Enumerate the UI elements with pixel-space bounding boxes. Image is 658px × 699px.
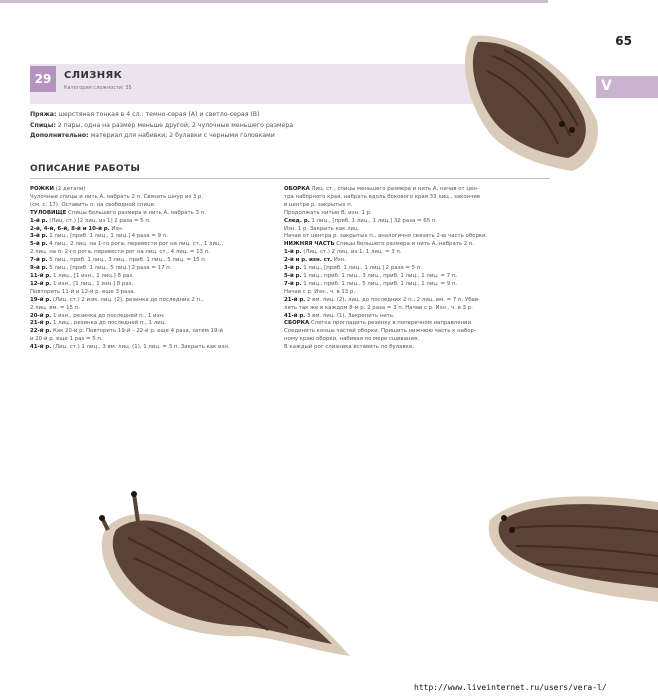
top-rule [0, 0, 548, 3]
instruction-line [30, 281, 275, 289]
instruction-text: 1 лиц., [приб. 1 лиц., 1 лиц.] 32 раза = 65 п. [309, 217, 438, 224]
instruction-keyword: 3-й р. [284, 265, 302, 272]
instructions-column-right [284, 186, 550, 352]
instruction-text: Соединить концы частей оборки. Пришить нижнюю часть к набор- [284, 328, 476, 335]
instruction-text: 1 изн., резинка до последней п., 1 изн. [51, 312, 165, 319]
instruction-line [284, 186, 550, 194]
instruction-text: ному краю оборки, набивая по мере сшивания. [284, 336, 419, 343]
instruction-text: 1 лиц., приб. 1 лиц., 3 лиц., приб. 1 лиц., 1 лиц. = 7 п. [301, 272, 458, 279]
instruction-keyword: РОЖКИ [30, 186, 55, 192]
instruction-line [30, 305, 275, 313]
instruction-line [284, 241, 550, 249]
instruction-line [284, 305, 550, 313]
instruction-line [284, 265, 550, 273]
instruction-text: Как 20-й р. Повторить 19-й – 22-й р. еще 4 раза, затем 19-й [51, 328, 223, 335]
slug-photo-top [452, 26, 602, 176]
instruction-line [284, 273, 550, 281]
instruction-keyword: 7-й р. [30, 257, 48, 264]
instruction-line [284, 194, 550, 202]
instruction-text: 3 вм. лиц. (1). Закрепить нить. [305, 312, 395, 319]
instruction-line [30, 289, 275, 297]
instruction-text: Изн. [332, 257, 346, 264]
instruction-line [30, 265, 275, 273]
instruction-text: 1 изн., [1 лиц., 1 изн.] 8 раз. [51, 280, 134, 287]
slug-photo-bottom-left [88, 488, 358, 664]
instruction-line [284, 297, 550, 305]
instruction-keyword: ТУЛОВИЩЕ [30, 209, 67, 216]
instruction-text: (Лиц. ст.) [2 лиц. из 1] 2 раза = 5 п. [47, 217, 151, 224]
instruction-text: 1 лиц., [1 изн., 1 лиц.] 8 раз. [51, 272, 134, 279]
section-divider [30, 178, 550, 179]
instruction-text: 2 лиц. на п. 2-го рога, перевести рог на лиц. ст., 4 лиц. = 13 п. [30, 249, 210, 256]
instruction-keyword: 5-й р. [30, 241, 48, 248]
instruction-text: в центре р. закрытых п. [284, 201, 353, 208]
instruction-line [30, 186, 275, 194]
instruction-keyword: 3-й р. [30, 233, 48, 240]
instruction-text: лять так же в каждом 8-м р. 2 раза = 3 п. Начав с р. Изн., ч. в 3 р. [284, 304, 473, 311]
instruction-line [284, 226, 550, 234]
instruction-line [284, 336, 550, 344]
instruction-line [30, 336, 275, 344]
section-title: ОПИСАНИЕ РАБОТЫ [30, 164, 141, 174]
instruction-keyword: 21-й р. [30, 320, 52, 327]
instruction-keyword: 5-й р. [284, 272, 302, 279]
instruction-text: (2 детали) [54, 186, 86, 192]
instruction-keyword: 2-й и р. изн. ст. [284, 257, 333, 264]
instruction-line [30, 297, 275, 305]
instruction-text: 5 лиц., [приб. 1 лиц., 5 лиц.] 2 раза = 17 п. [47, 265, 172, 272]
instruction-line [30, 241, 275, 249]
instruction-keyword: НИЖНЯЯ ЧАСТЬ [284, 241, 335, 248]
instruction-keyword: 41-й р. [30, 344, 52, 351]
instruction-keyword: 22-й р. [30, 328, 52, 335]
chapter-tab-letter: V [601, 78, 612, 94]
instruction-line [284, 281, 550, 289]
instruction-text: Продолжать нитью В, изн. 1 р. [284, 209, 372, 216]
instruction-text: и 20-й р. еще 1 раз = 5 п. [30, 336, 103, 343]
instruction-keyword: След. р. [284, 217, 310, 224]
instruction-line [284, 218, 550, 226]
instruction-line [30, 218, 275, 226]
instructions-column-left [30, 186, 275, 352]
pattern-subtitle: Категория сложности: 35 [64, 85, 132, 91]
instruction-line [284, 313, 550, 321]
instruction-keyword: 20-й р. [30, 312, 52, 319]
chapter-tab [596, 76, 658, 98]
instruction-keyword: 41-й р. [284, 312, 306, 319]
instruction-keyword: 9-й р. [30, 265, 48, 272]
instruction-text: Слегка прогладить резинку в поперечном направлении. [309, 320, 473, 327]
instruction-line [30, 257, 275, 265]
instruction-text: В каждый рог слизника вставить по булавке. [284, 344, 414, 351]
instruction-line [284, 328, 550, 336]
instruction-text: Спицы большего размера и нить А, набрать 2 п. [334, 241, 475, 248]
instruction-keyword: 12-й р. [30, 280, 52, 287]
materials-yarn: Пряжа: шерстяная тонкая в 4 сл.: темно-серая (А) и светло-серая (В) [30, 111, 260, 118]
page-number: 65 [615, 34, 632, 48]
instruction-keyword: СБОРКА [284, 320, 310, 327]
instruction-text: 2 вм. лиц. (2), лиц. до последних 2 п., 2 лиц. вм. = 7 п. Убав- [305, 296, 480, 303]
instruction-text: (Лиц. ст.) 2 изм. лиц. (2), резинка до последних 2 п., [51, 296, 204, 303]
slug-photo-bottom-right [476, 484, 658, 602]
instruction-line [30, 226, 275, 234]
instruction-keyword: 7-й р. [284, 280, 302, 287]
instruction-text: Лиц. ст., спицы меньшего размера и нить А, начав от цен- [309, 186, 479, 192]
materials-extra: Дополнительно: материал для набивки; 2 булавки с черными головками [30, 132, 275, 139]
instruction-text: 4 лиц., 2 лиц. на 1-го рога, перевести рог на лиц. ст., 1 лиц., [47, 241, 224, 248]
materials-needles: Спицы: 2 пары, одна на размер меньше другой; 2 чулочные меньшего размера [30, 121, 294, 129]
instruction-keyword: 21-й р. [284, 296, 306, 303]
instruction-keyword: 2-й, 4-й, 6-й, 8-й и 10-й р. [30, 225, 110, 232]
instruction-keyword: 1-й р. [30, 217, 48, 224]
instruction-line [30, 344, 275, 352]
instruction-line [30, 313, 275, 321]
instruction-text: тра наборного края, набрать вдоль бокового края 33 лиц., закончив [284, 193, 481, 200]
instruction-line [284, 344, 550, 352]
instruction-line [30, 202, 275, 210]
instruction-text: 1 лиц., резинка до последней п., 1 лиц. [51, 320, 167, 327]
instruction-line [30, 273, 275, 281]
instruction-text: Изн. 1 р. Закрыть как лиц. [284, 225, 360, 232]
instruction-line [30, 194, 275, 202]
instruction-line [284, 320, 550, 328]
instruction-text: Чулочные спицы и нить А, набрать 2 п. Связать шнур из 3 р. [30, 193, 204, 200]
instruction-line [284, 249, 550, 257]
instruction-text: 5 лиц., приб. 1 лиц., 3 лиц., приб. 1 лиц., 5 лиц. = 15 п. [47, 257, 207, 264]
instruction-text: 1 лиц., приб. 1 лиц., 5 лиц., приб. 1 лиц., 1 лиц. = 9 п. [301, 280, 458, 287]
instruction-line [284, 257, 550, 265]
source-watermark: http://www.liveinternet.ru/users/vera-l/ [414, 683, 607, 692]
instruction-text: 2 лиц. вм. = 15 п. [30, 304, 80, 311]
instruction-line [284, 289, 550, 297]
instruction-text: Повторить 11-й и 12-й р. еще 3 раза. [30, 288, 136, 295]
instruction-line [30, 328, 275, 336]
instruction-line [30, 210, 275, 218]
instruction-keyword: 1-й р. [284, 249, 302, 256]
instruction-text: (Лиц. ст.) 1 лиц., 3 вм. лиц. (1), 1 лиц. = 3 п. Закрыть как изн. [51, 344, 230, 351]
instruction-line [284, 233, 550, 241]
instruction-keyword: 19-й р. [30, 296, 52, 303]
pattern-title: СЛИЗНЯК [64, 70, 123, 81]
instruction-text: 1 лиц., [приб. 1 лиц., 1 лиц.] 2 раза = 5 п. [301, 265, 423, 272]
instruction-line [30, 233, 275, 241]
instruction-keyword: 11-й р. [30, 272, 52, 279]
instruction-text: (Лиц. ст.) 2 лиц. из 1, 1 лиц. = 3 п. [301, 249, 402, 256]
instruction-line [284, 210, 550, 218]
instruction-line [30, 320, 275, 328]
instruction-text: Изн. [109, 225, 124, 232]
instruction-text: Начав от центра р. закрытых п., аналогично связать 2-ю часть оборки. [284, 233, 488, 240]
materials-list [30, 110, 340, 142]
instruction-text: Спицы большего размера и нить А, набрать 3 п. [66, 209, 206, 216]
pattern-number: 29 [30, 66, 56, 92]
instruction-keyword: ОБОРКА [284, 186, 310, 192]
instruction-text: (см. с. 17). Оставить п. на свободной спице. [30, 201, 156, 208]
instruction-text: Начав с р. Изн., ч. в 13 р. [284, 288, 356, 295]
instruction-line [30, 249, 275, 257]
instruction-line [284, 202, 550, 210]
instruction-text: 1 лиц., [приб. 1 лиц., 1 лиц.] 4 раза = 9 п. [47, 233, 169, 240]
